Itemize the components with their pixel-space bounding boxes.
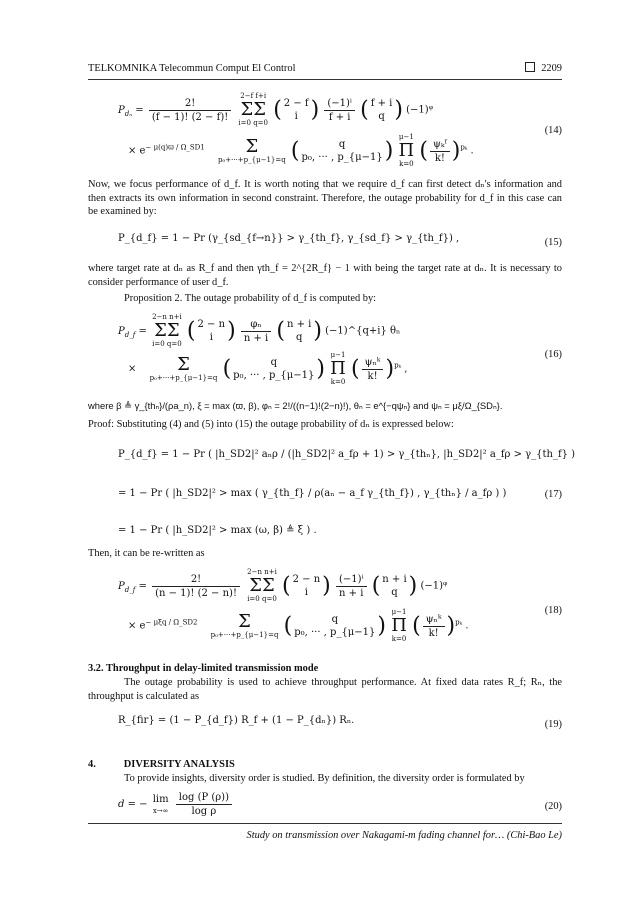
running-title: Study on transmission over Nakagami-m fading channel for… (Chi-Bao Le) (246, 830, 562, 841)
journal-name: TELKOMNIKA Telecommun Comput El Control (88, 63, 296, 74)
equation-16-line2: × Σ p₀+···+p_{μ−1}=q ( q p₀, ··· , p_{μ−1} ) μ−1 Π k=0 ( $\frac{\text{ψₙᵏ}}{k!}$ )$^{p_k}$ , (128, 351, 408, 387)
equation-18-number: (18) (544, 605, 562, 616)
paragraph-throughput: The outage probability is used to achieve throughput performance. At fixed data rates R_f; Rₙ, the throughput is calculated as (88, 677, 562, 702)
equation-17-number: (17) (544, 489, 562, 500)
page-number: 2209 (541, 63, 562, 74)
paragraph-diversity: To provide insights, diversity order is studied. By definition, the diversity order is formulated by (124, 773, 525, 784)
section-4-number: 4. (88, 759, 96, 770)
equation-19: R_{fir} = (1 − P_{d_f}) R_f + (1 − P_{dₙ}) Rₙ. (118, 715, 355, 726)
section-4-heading (88, 758, 562, 772)
equation-15-number: (15) (544, 237, 562, 248)
equation-20: d = − lim x→∞ $\frac{\log (P (\rho))}{\text{log ρ}}$ (118, 791, 234, 818)
section-4-title: DIVERSITY ANALYSIS (123, 759, 235, 770)
square-checkbox-icon (525, 62, 535, 72)
equation-16: $P_{d\_f}$ = 2−n n+i ΣΣ i=0 q=0 ( 2 − n i ) $\frac{\text{φₙ}}{n + i}$ ( n + i q ) (−1)^{q+i} θₙ (118, 313, 401, 349)
header-rule (88, 79, 562, 80)
footer-rule (88, 823, 562, 824)
paragraph-rewrite: Then, it can be re-written as (88, 548, 205, 559)
equation-20-number: (20) (544, 801, 562, 812)
equation-15: P_{d_f} = 1 − Pr (γ_{sd_{f→n}} > γ_{th_f}, γ_{sd_f} > γ_{th_f}) , (118, 233, 460, 244)
page-number-group (525, 62, 562, 76)
paragraph-outage-intro: Now, we focus performance of d_f. It is worth noting that we require d_f can first detect dₙ's information and then extracts its own information in second constraint. Therefore, the outage probability for d_f in this case can be examined by: (88, 179, 562, 218)
paragraph-proof: Proof: Substituting (4) and (5) into (15) the outage probability of dₙ is expressed below: (88, 419, 454, 430)
equation-17-line3: = 1 − Pr ( |h_SD2|² > max (ω, β) ≜ ξ ) . (118, 525, 317, 536)
equation-19-number: (19) (544, 719, 562, 730)
equation-14: $P_{d_n}$ = $\frac{2!}{(f - 1)! (2 - f)!}$ 2−f f+i ΣΣ i=0 q=0 ( 2 − f i ) $\frac{\text{(−1)ⁱ}}{f + i}$ ( f + i q ) (−1)ᵠ (118, 92, 434, 128)
equation-18-line2: × $e^{- \mu\xi q / \Omega\_SD2}$ Σ p₀+···+p_{μ−1}=q ( q p₀, ··· , p_{μ−1} ) μ−1 Π k=0 ( $\frac{\text{ψₙᵏ}}{k!}$ )$^{p_k}$ . (128, 608, 469, 644)
equation-16-number: (16) (544, 349, 562, 360)
proposition-2: Proposition 2. The outage probability of d_f is computed by: (124, 293, 377, 304)
equation-14-number: (14) (544, 125, 562, 136)
paragraph-definitions: where β ≜ γ_{thₙ}/(ρa_n), ξ = max (ϖ, β), φₙ = 2!/((n−1)!(2−n)!), θₙ = e^{−qψₙ} and ψₙ = μξ/Ω_{SDₙ}. (88, 400, 503, 411)
equation-14-line2: × $e^{- \mu(q)ϖ / \Omega\_SD1}$ Σ p₀+···+p_{μ−1}=q ( q p₀, ··· , p_{μ−1} ) μ−1 Π k=0 ( $\frac{\text{ψₖᶠ}}{k!}$ )$^{p_k}$ . (128, 133, 474, 169)
equation-17-line1: P_{d_f} = 1 − Pr ( |h_SD2|² aₙρ / (|h_SD2|² a_fρ + 1) > γ_{thₙ}, |h_SD2|² a_fρ > γ_{th_f} ) (118, 449, 576, 460)
equation-17-line2: = 1 − Pr ( |h_SD2|² > max ( γ_{th_f} / ρ(aₙ − a_f γ_{th_f}) , γ_{thₙ} / a_fρ ) ) (118, 488, 507, 499)
paragraph-target-rate: where target rate at dₙ as R_f and then γth_f = 2^{2R_f} − 1 with being the target rate at dₙ. It is necessary to consider performance of user d_f. (88, 263, 562, 288)
equation-18: $P_{d\_f}$ = $\frac{2!}{(n - 1)! (2 - n)!}$ 2−n n+i ΣΣ i=0 q=0 ( 2 − n i ) $\frac{\text{(−1)ⁱ}}{n + i}$ ( n + i q ) (−1)ᵠ (118, 568, 448, 604)
section-3-2-heading: 3.2. Throughput in delay-limited transmission mode (88, 663, 319, 674)
